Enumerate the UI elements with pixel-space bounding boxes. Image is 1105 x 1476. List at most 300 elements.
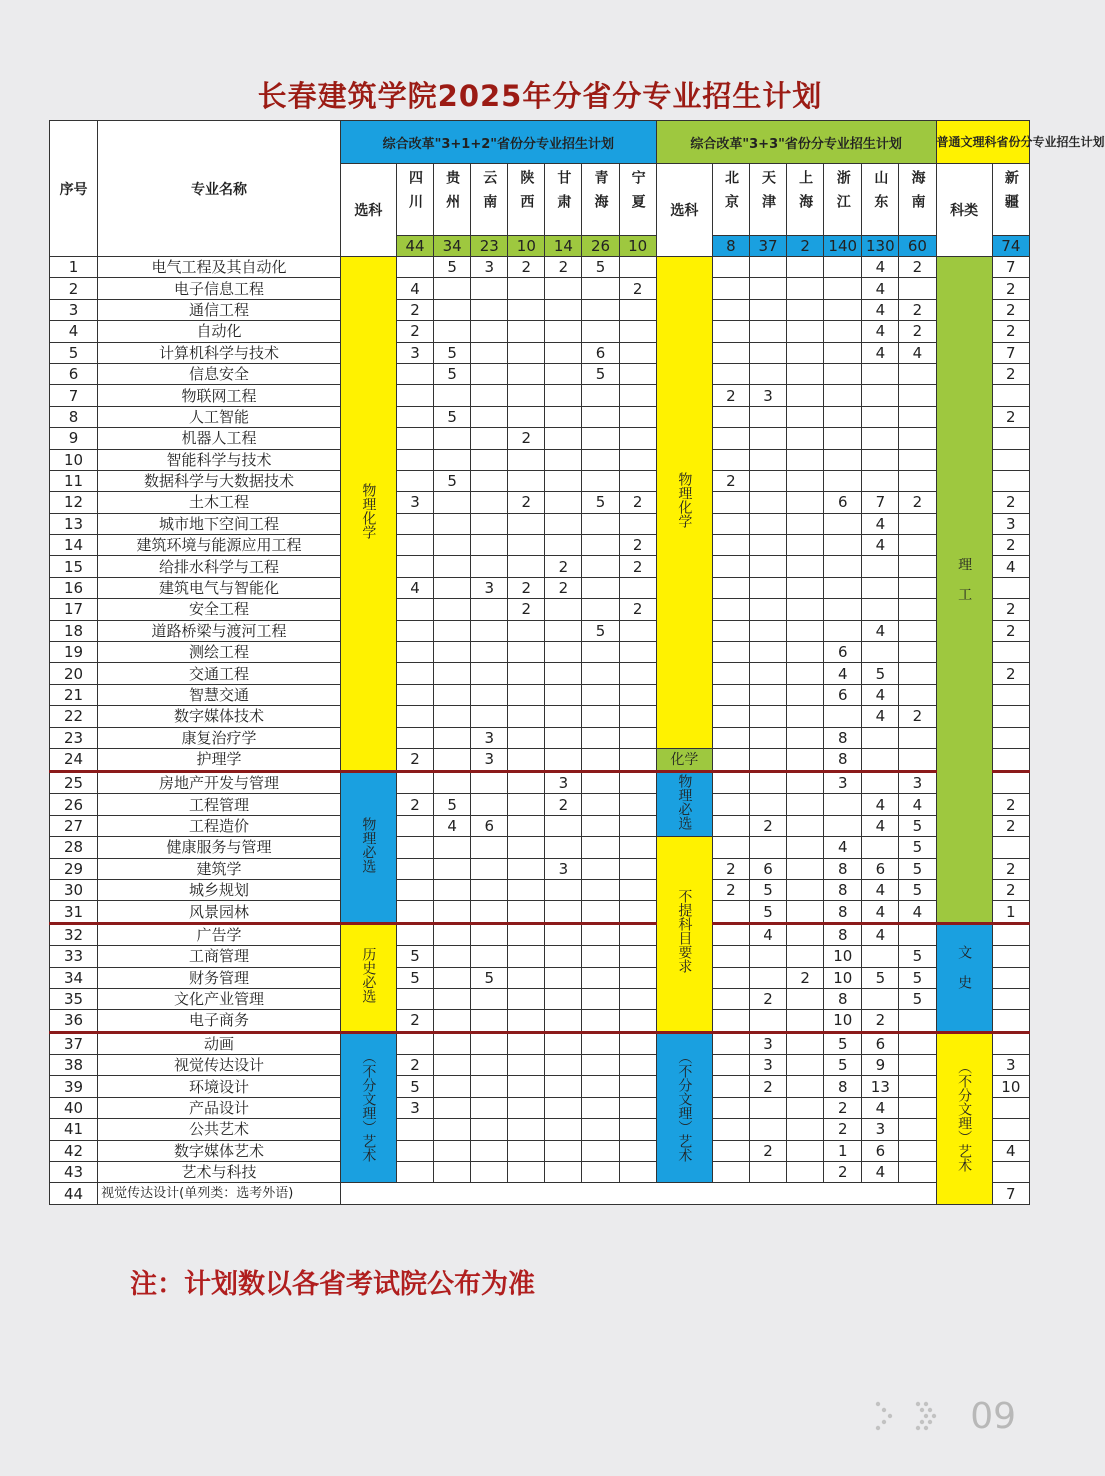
major-name: 电气工程及其自动化	[98, 257, 341, 278]
plan-count	[545, 1055, 582, 1076]
plan-count	[750, 1010, 787, 1032]
plan-count	[397, 385, 434, 406]
plan-count	[712, 794, 749, 815]
subject-group-cell	[340, 771, 396, 923]
plan-count	[471, 1119, 508, 1140]
plan-count: 2	[397, 321, 434, 342]
table-row	[50, 879, 1030, 900]
plan-count	[992, 642, 1029, 663]
plan-count: 4	[824, 837, 862, 858]
province-total: 10	[619, 236, 656, 257]
table-row	[50, 492, 1030, 513]
plan-count	[582, 1119, 619, 1140]
major-name: 工程造价	[98, 815, 341, 836]
plan-count: 2	[712, 879, 749, 900]
province-total: 37	[750, 236, 787, 257]
plan-count: 2	[824, 1097, 862, 1118]
major-name: 土木工程	[98, 492, 341, 513]
row-number: 35	[50, 988, 98, 1009]
plan-count: 8	[824, 727, 862, 748]
plan-count	[787, 794, 824, 815]
province-header	[862, 164, 899, 236]
decorative-dots-icon	[874, 1400, 964, 1436]
plan-count	[992, 428, 1029, 449]
plan-count	[862, 599, 899, 620]
table-row	[50, 428, 1030, 449]
row-number: 9	[50, 428, 98, 449]
row-number: 29	[50, 858, 98, 879]
plan-count: 2	[545, 257, 582, 278]
plan-count: 4	[397, 278, 434, 299]
row-number: 25	[50, 771, 98, 793]
table-row	[50, 946, 1030, 967]
major-name: 电子信息工程	[98, 278, 341, 299]
plan-count	[471, 946, 508, 967]
plan-count: 2	[750, 1076, 787, 1097]
plan-count: 3	[471, 727, 508, 748]
plan-count	[787, 385, 824, 406]
province-total: 74	[992, 236, 1029, 257]
subject-group-label: （不分文理）艺术	[676, 1049, 693, 1162]
plan-count: 2	[508, 492, 545, 513]
plan-count: 5	[862, 663, 899, 684]
plan-count	[619, 299, 656, 320]
table-row	[50, 406, 1030, 427]
plan-count: 7	[862, 492, 899, 513]
plan-count	[899, 1097, 936, 1118]
plan-count: 2	[992, 858, 1029, 879]
province-total: 140	[824, 236, 862, 257]
plan-count	[787, 620, 824, 641]
plan-count	[992, 385, 1029, 406]
plan-count: 2	[992, 535, 1029, 556]
province-name: 甘肃	[555, 169, 572, 218]
row-number: 24	[50, 748, 98, 771]
plan-count	[508, 748, 545, 771]
plan-count	[787, 901, 824, 923]
plan-count	[619, 837, 656, 858]
enrollment-plan-table	[49, 120, 1105, 1205]
province-name: 新疆	[1002, 169, 1019, 218]
plan-count	[619, 727, 656, 748]
plan-count: 3	[824, 771, 862, 793]
plan-count	[787, 406, 824, 427]
plan-count: 2	[508, 257, 545, 278]
plan-count	[750, 470, 787, 491]
plan-count	[619, 257, 656, 278]
province-header	[750, 164, 787, 236]
plan-count	[992, 748, 1029, 771]
plan-count	[899, 385, 936, 406]
province-header	[899, 164, 936, 236]
plan-count	[824, 342, 862, 363]
table-row	[50, 1183, 1030, 1204]
major-name: 数字媒体技术	[98, 706, 341, 727]
plan-count	[471, 470, 508, 491]
plan-count	[750, 342, 787, 363]
plan-count	[619, 1032, 656, 1054]
subject-group-cell	[656, 1032, 712, 1183]
plan-count	[712, 988, 749, 1009]
plan-count: 8	[824, 879, 862, 900]
plan-count: 3	[545, 858, 582, 879]
plan-count	[397, 599, 434, 620]
major-name: 数字媒体艺术	[98, 1140, 341, 1161]
plan-count	[471, 513, 508, 534]
major-name: 健康服务与管理	[98, 837, 341, 858]
major-name: 自动化	[98, 321, 341, 342]
plan-count	[899, 1010, 936, 1032]
plan-count: 5	[899, 879, 936, 900]
plan-count	[750, 449, 787, 470]
plan-count	[619, 663, 656, 684]
plan-count	[508, 1010, 545, 1032]
row-number: 3	[50, 299, 98, 320]
plan-count	[619, 858, 656, 879]
plan-count: 3	[471, 577, 508, 598]
plan-count	[471, 988, 508, 1009]
plan-count: 2	[992, 299, 1029, 320]
plan-count: 3	[992, 1055, 1029, 1076]
row-number: 1	[50, 257, 98, 278]
plan-count	[862, 406, 899, 427]
plan-count: 4	[862, 923, 899, 945]
plan-count	[508, 858, 545, 879]
plan-count	[862, 642, 899, 663]
plan-count	[824, 706, 862, 727]
plan-count	[899, 577, 936, 598]
plan-count	[787, 492, 824, 513]
plan-count	[824, 794, 862, 815]
plan-count: 4	[862, 321, 899, 342]
plan-count	[508, 299, 545, 320]
plan-count	[471, 771, 508, 793]
province-name: 贵州	[444, 169, 461, 218]
plan-count	[545, 815, 582, 836]
plan-count	[582, 535, 619, 556]
plan-count	[545, 1097, 582, 1118]
plan-count: 4	[899, 901, 936, 923]
row-number: 22	[50, 706, 98, 727]
row-number: 40	[50, 1097, 98, 1118]
header-category: 科类	[936, 164, 992, 257]
plan-count: 13	[862, 1076, 899, 1097]
plan-count: 5	[434, 406, 471, 427]
plan-count	[582, 513, 619, 534]
plan-count	[508, 967, 545, 988]
plan-count: 10	[824, 1010, 862, 1032]
plan-count	[787, 879, 824, 900]
province-header	[397, 164, 434, 236]
table-row	[50, 278, 1030, 299]
plan-count	[862, 988, 899, 1009]
plan-count	[899, 1162, 936, 1183]
table-row	[50, 1140, 1030, 1161]
plan-count: 2	[619, 278, 656, 299]
plan-count	[582, 577, 619, 598]
table-row	[50, 620, 1030, 641]
plan-count: 3	[471, 257, 508, 278]
plan-count	[862, 946, 899, 967]
table-row	[50, 642, 1030, 663]
plan-count	[582, 879, 619, 900]
province-total: 26	[582, 236, 619, 257]
row-number: 23	[50, 727, 98, 748]
plan-count	[397, 663, 434, 684]
plan-count	[712, 278, 749, 299]
plan-count	[397, 727, 434, 748]
subject-group-cell	[656, 748, 712, 771]
plan-count	[619, 577, 656, 598]
plan-count	[862, 385, 899, 406]
plan-count: 2	[899, 299, 936, 320]
plan-count	[582, 837, 619, 858]
plan-count	[619, 449, 656, 470]
plan-count	[545, 470, 582, 491]
plan-count	[508, 321, 545, 342]
plan-count	[434, 1140, 471, 1161]
province-total: 23	[471, 236, 508, 257]
plan-count: 5	[434, 363, 471, 384]
plan-count	[582, 321, 619, 342]
table-row	[50, 967, 1030, 988]
plan-count: 2	[508, 599, 545, 620]
plan-count	[471, 278, 508, 299]
plan-count	[750, 967, 787, 988]
major-name: 交通工程	[98, 663, 341, 684]
row-number: 7	[50, 385, 98, 406]
plan-count	[582, 1076, 619, 1097]
plan-count	[824, 363, 862, 384]
major-name: 建筑电气与智能化	[98, 577, 341, 598]
plan-count: 5	[582, 620, 619, 641]
plan-count	[397, 406, 434, 427]
plan-count	[899, 923, 936, 945]
plan-count	[397, 449, 434, 470]
plan-count	[397, 923, 434, 945]
plan-count	[397, 535, 434, 556]
plan-count	[545, 449, 582, 470]
plan-count	[397, 815, 434, 836]
plan-count	[750, 535, 787, 556]
plan-count: 2	[750, 1140, 787, 1161]
major-name: 公共艺术	[98, 1119, 341, 1140]
plan-count	[434, 858, 471, 879]
major-name: 房地产开发与管理	[98, 771, 341, 793]
plan-count	[508, 620, 545, 641]
plan-count: 4	[862, 706, 899, 727]
plan-count: 2	[899, 706, 936, 727]
plan-count: 2	[992, 794, 1029, 815]
plan-count	[712, 1119, 749, 1140]
table-row	[50, 299, 1030, 320]
plan-count	[545, 599, 582, 620]
plan-count	[787, 1097, 824, 1118]
plan-count	[787, 257, 824, 278]
plan-count	[434, 599, 471, 620]
plan-count: 4	[862, 257, 899, 278]
subject-group-label: 物理化学	[676, 471, 693, 528]
plan-count	[787, 599, 824, 620]
plan-count	[787, 321, 824, 342]
plan-count	[992, 837, 1029, 858]
plan-count: 7	[992, 1183, 1029, 1204]
plan-count	[434, 556, 471, 577]
plan-count	[582, 1097, 619, 1118]
plan-count	[545, 535, 582, 556]
plan-count	[397, 771, 434, 793]
plan-count: 5	[434, 257, 471, 278]
plan-count	[545, 620, 582, 641]
province-header	[508, 164, 545, 236]
plan-count	[824, 470, 862, 491]
plan-count	[619, 1076, 656, 1097]
row-number: 30	[50, 879, 98, 900]
plan-count	[712, 1097, 749, 1118]
province-total: 14	[545, 236, 582, 257]
page-title: 长春建筑学院2025年分省分专业招生计划	[257, 79, 823, 113]
province-name: 北京	[722, 169, 739, 218]
section-3-1-2: 综合改革"3+1+2"省份分专业招生计划	[340, 121, 656, 164]
plan-count	[397, 1162, 434, 1183]
plan-count	[582, 706, 619, 727]
plan-count	[545, 727, 582, 748]
plan-count: 2	[992, 815, 1029, 836]
subject-group-cell	[340, 257, 396, 772]
major-name: 视觉传达设计(单列类：选考外语)	[98, 1183, 341, 1204]
plan-count	[471, 599, 508, 620]
plan-count	[397, 513, 434, 534]
subject-group-cell	[656, 257, 712, 749]
plan-count	[582, 1010, 619, 1032]
major-name: 文化产业管理	[98, 988, 341, 1009]
subject-group-cell	[340, 923, 396, 1032]
plan-count	[508, 727, 545, 748]
plan-count	[619, 684, 656, 705]
province-name: 宁夏	[629, 169, 646, 218]
plan-count: 4	[992, 556, 1029, 577]
row-number: 16	[50, 577, 98, 598]
table-row	[50, 1010, 1030, 1032]
plan-count: 2	[397, 794, 434, 815]
major-name: 物联网工程	[98, 385, 341, 406]
plan-count	[787, 1140, 824, 1161]
plan-count	[619, 342, 656, 363]
row-number: 17	[50, 599, 98, 620]
plan-count	[434, 663, 471, 684]
plan-count	[992, 988, 1029, 1009]
section-3-3: 综合改革"3+3"省份分专业招生计划	[656, 121, 936, 164]
plan-count	[397, 901, 434, 923]
plan-count	[508, 815, 545, 836]
plan-count	[899, 449, 936, 470]
plan-count: 4	[862, 278, 899, 299]
plan-count	[582, 967, 619, 988]
plan-count	[992, 727, 1029, 748]
plan-count	[787, 1076, 824, 1097]
plan-count	[787, 470, 824, 491]
plan-count	[545, 706, 582, 727]
subject-group-label: 物理必选	[360, 816, 377, 873]
province-total: 130	[862, 236, 899, 257]
province-total: 44	[397, 236, 434, 257]
plan-count	[992, 684, 1029, 705]
plan-count	[750, 513, 787, 534]
plan-count: 7	[992, 257, 1029, 278]
major-name: 建筑环境与能源应用工程	[98, 535, 341, 556]
plan-count	[508, 794, 545, 815]
plan-count	[862, 470, 899, 491]
plan-count	[619, 470, 656, 491]
plan-count	[471, 535, 508, 556]
plan-count: 2	[508, 577, 545, 598]
plan-count	[712, 1140, 749, 1161]
table-row	[50, 684, 1030, 705]
plan-count	[712, 901, 749, 923]
plan-count	[787, 278, 824, 299]
plan-count	[508, 988, 545, 1009]
plan-count	[862, 748, 899, 771]
table-row	[50, 1076, 1030, 1097]
plan-count	[862, 577, 899, 598]
plan-count	[545, 1140, 582, 1161]
plan-count: 4	[862, 901, 899, 923]
plan-count	[508, 385, 545, 406]
major-name: 人工智能	[98, 406, 341, 427]
plan-count	[899, 278, 936, 299]
plan-count	[397, 1032, 434, 1054]
plan-count	[899, 1119, 936, 1140]
province-name: 上海	[797, 169, 814, 218]
plan-count	[545, 901, 582, 923]
plan-count	[787, 449, 824, 470]
plan-count	[508, 449, 545, 470]
plan-count	[787, 535, 824, 556]
plan-count	[619, 321, 656, 342]
plan-count: 6	[582, 342, 619, 363]
province-total: 60	[899, 236, 936, 257]
major-name: 环境设计	[98, 1076, 341, 1097]
plan-count	[619, 1119, 656, 1140]
plan-count	[582, 988, 619, 1009]
province-header	[824, 164, 862, 236]
plan-count	[712, 257, 749, 278]
table-row	[50, 363, 1030, 384]
plan-count	[582, 923, 619, 945]
plan-count	[619, 748, 656, 771]
major-name: 康复治疗学	[98, 727, 341, 748]
plan-count	[434, 1055, 471, 1076]
table-row	[50, 815, 1030, 836]
plan-count: 5	[899, 988, 936, 1009]
plan-count	[434, 706, 471, 727]
plan-count	[862, 363, 899, 384]
table-row	[50, 706, 1030, 727]
plan-count: 2	[862, 1010, 899, 1032]
footnote: 注：计划数以各省考试院公布为准	[130, 1269, 535, 1300]
header-major: 专业名称	[98, 121, 341, 257]
plan-count	[471, 556, 508, 577]
row-number: 10	[50, 449, 98, 470]
plan-count	[750, 299, 787, 320]
plan-count: 2	[750, 815, 787, 836]
plan-count	[508, 879, 545, 900]
plan-count	[899, 556, 936, 577]
plan-count	[471, 428, 508, 449]
plan-count	[619, 901, 656, 923]
plan-count: 5	[582, 492, 619, 513]
plan-count: 6	[824, 684, 862, 705]
